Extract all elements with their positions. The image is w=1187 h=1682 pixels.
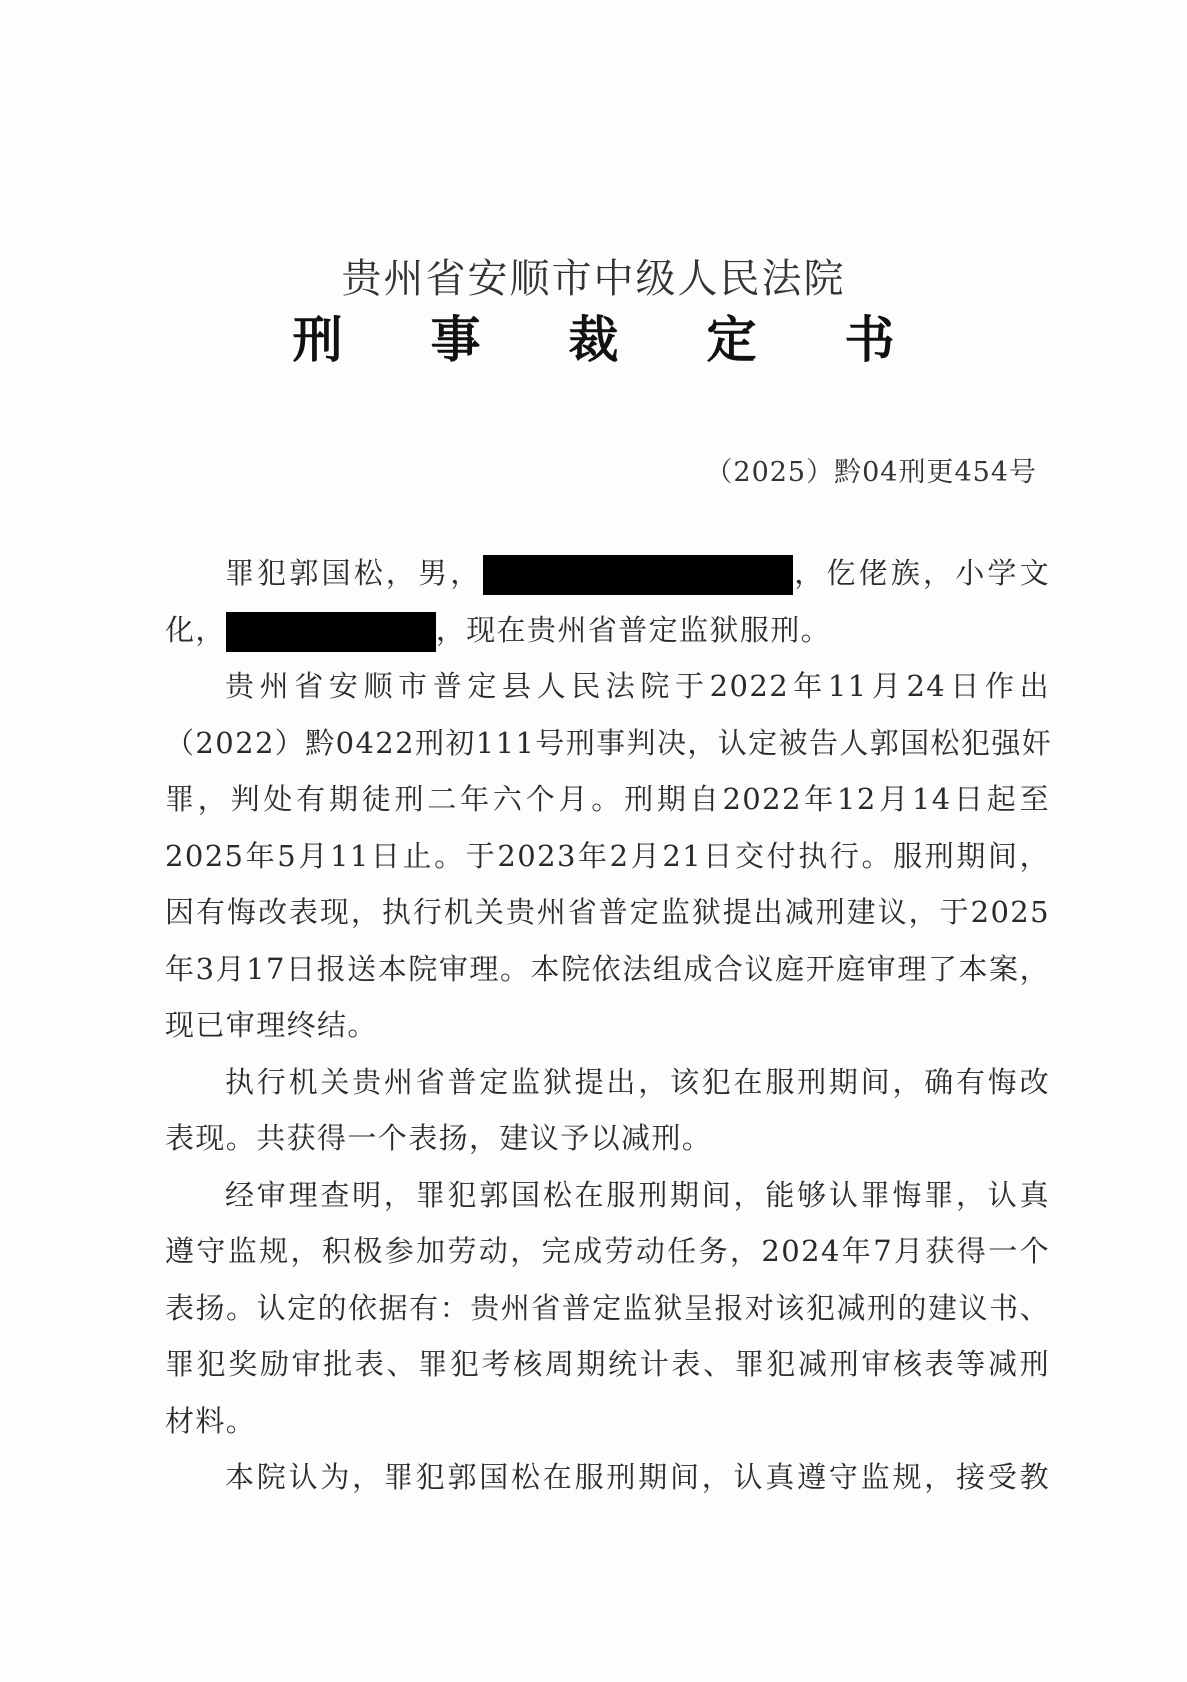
paragraph-line: 遵守监规，积极参加劳动，完成劳动任务，2024年7月获得一个 [165, 1234, 1050, 1268]
paragraph-line: 现已审理终结。 [165, 1008, 378, 1042]
title-char: 裁 [568, 311, 619, 369]
paragraph-line: 材料。 [165, 1403, 257, 1438]
paragraph-line: 年3月17日报送本院审理。本院依法组成合议庭开庭审理了本案， [165, 951, 1050, 986]
paragraph-line: 罪犯奖励审批表、罪犯考核周期统计表、罪犯减刑审核表等减刑 [165, 1347, 1050, 1381]
text-segment: ，现在贵州省普定监狱服刑。 [435, 612, 832, 647]
paragraph-line: 本院认为，罪犯郭国松在服刑期间，认真遵守监规，接受教 [225, 1460, 1050, 1494]
document-body [165, 545, 1053, 1506]
paragraph-line: 贵州省安顺市普定县人民法院于2022年11月24日作出 [225, 669, 1050, 703]
paragraph-line: 经审理查明，罪犯郭国松在服刑期间，能够认罪悔罪，认真 [225, 1177, 1050, 1212]
case-number: （2025）黔04刑更454号 [705, 457, 1037, 488]
paragraph-line: 执行机关贵州省普定监狱提出，该犯在服刑期间，确有悔改 [225, 1064, 1050, 1099]
paragraph-line: （2022）黔0422刑初111号刑事判决，认定被告人郭国松犯强奸 [165, 725, 1053, 760]
title-char: 事 [430, 311, 481, 369]
paragraph-line: 因有悔改表现，执行机关贵州省普定监狱提出减刑建议，于2025 [165, 895, 1050, 929]
document-title [0, 300, 1187, 372]
paragraph-line: 表扬。认定的依据有：贵州省普定监狱呈报对该犯减刑的建议书、 [165, 1290, 1050, 1325]
title-char: 刑 [292, 311, 343, 369]
text-segment: 化， [165, 612, 226, 647]
paragraph-line: 罪，判处有期徒刑二年六个月。刑期自2022年12月14日起至 [165, 782, 1050, 816]
paragraph-line: 2025年5月11日止。于2023年2月21日交付执行。服刑期间， [165, 838, 1050, 873]
paragraph-line [165, 545, 1050, 602]
text-segment: 罪犯郭国松，男， [225, 556, 483, 590]
text-segment: ，仡佬族，小学文 [792, 556, 1050, 590]
redaction-block [226, 612, 436, 652]
title-char: 定 [706, 311, 757, 369]
paragraph-line: 表现。共获得一个表扬，建议予以减刑。 [165, 1121, 713, 1155]
redaction-block [483, 555, 793, 595]
title-char: 书 [844, 311, 895, 369]
court-name: 贵州省安顺市中级人民法院 [341, 256, 846, 302]
paragraph-line [165, 602, 1050, 659]
